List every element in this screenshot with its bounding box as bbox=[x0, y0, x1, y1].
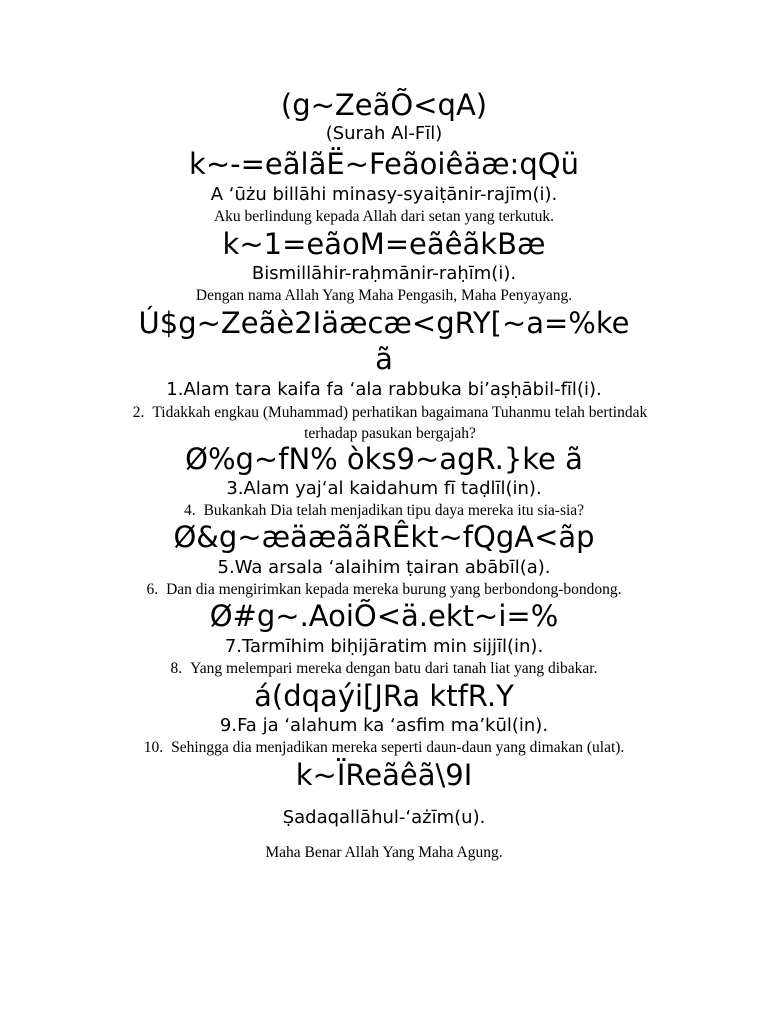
surah-name: (Surah Al-Fīl) bbox=[325, 123, 443, 144]
verse-number: 5. bbox=[217, 557, 235, 578]
verse-latin-text: Fa ja ‘alahum ka ‘asfim ma’kūl(in). bbox=[237, 715, 549, 736]
taawudz-translation: Aku berlindung kepada Allah dari setan yang terkutuk. bbox=[213, 208, 555, 225]
verse-translation-text: Tidakkah engkau (Muhammad) perhatikan bagaimana Tuhanmu telah bertindak terhadap pasukan bergajah? bbox=[152, 404, 648, 442]
surah-title-arabic: (g~ZeãÕ<qA) bbox=[280, 88, 488, 122]
basmalah-latin: Bismillāhir-raḥmānir-raḥīm(i). bbox=[251, 263, 517, 284]
taawudz-latin: A ‘ūżu billāhi minasy-syaiṭānir-rajīm(i). bbox=[210, 184, 558, 205]
verse-1-arabic-continued: ã bbox=[375, 342, 393, 376]
verse-number: 4. bbox=[183, 502, 196, 519]
verse-6-translation bbox=[0, 582, 768, 598]
verse-3-arabic: Ø%g~fN% òks9~agR.}ke ã bbox=[185, 442, 583, 476]
verse-10-translation bbox=[0, 740, 768, 756]
verse-translation-text: Sehingga dia menjadikan mereka seperti daun-daun yang dimakan (ulat). bbox=[171, 739, 625, 756]
verse-number: 7. bbox=[224, 636, 242, 657]
verse-1-arabic: Ú$g~Zeãè2Iäæcæ<gRY[~a=%ke bbox=[138, 306, 630, 340]
basmalah-arabic: k~1=eãoM=eãêãkBæ bbox=[222, 227, 546, 261]
verse-latin-text: Alam tara kaifa fa ‘ala rabbuka bi’aṣḥābil-fīl(i). bbox=[183, 379, 602, 400]
verse-translation-text: Yang melempari mereka dengan batu dari tanah liat yang dibakar. bbox=[190, 660, 598, 677]
verse-5-latin bbox=[0, 559, 768, 577]
verse-1-latin bbox=[0, 381, 768, 399]
taawudz-arabic: k~-=eãlãË~Feãoiêäæ:qQü bbox=[189, 147, 579, 181]
verse-latin-text: Tarmīhim biḥijāratim min sijjīl(in). bbox=[242, 636, 544, 657]
verse-number: 6. bbox=[146, 581, 159, 598]
verse-3-latin bbox=[0, 480, 768, 498]
verse-number: 8. bbox=[170, 660, 183, 677]
verse-9-arabic: á(dqaýi[JRa ktfR.Y bbox=[254, 679, 514, 713]
verse-4-translation bbox=[0, 503, 768, 519]
closing-latin: Ṣadaqallāhul-‘ażīm(u). bbox=[282, 807, 486, 828]
verse-8-translation bbox=[0, 661, 768, 677]
verse-5-arabic: Ø&g~æäæããRÊkt~fQgA<ãp bbox=[173, 520, 595, 554]
verse-number: 10. bbox=[143, 739, 164, 756]
verse-number: 9. bbox=[219, 715, 238, 736]
verse-latin-text: Alam yaj‘al kaidahum fī taḍlīl(in). bbox=[243, 478, 542, 499]
verse-9-latin bbox=[0, 717, 768, 735]
verse-translation-text: Bukankah Dia telah menjadikan tipu daya mereka itu sia-sia? bbox=[203, 502, 585, 519]
verse-number: 2. bbox=[132, 404, 145, 421]
closing-arabic: k~ÏReãêã\9I bbox=[295, 758, 473, 792]
verse-number: 3. bbox=[226, 478, 244, 499]
basmalah-translation: Dengan nama Allah Yang Maha Pengasih, Maha Penyayang. bbox=[195, 287, 573, 304]
verse-2-translation bbox=[120, 402, 660, 444]
closing-translation: Maha Benar Allah Yang Maha Agung. bbox=[265, 844, 503, 861]
verse-number: 1. bbox=[166, 379, 184, 400]
verse-7-arabic: Ø#g~.AoiÕ<ä.ekt~i=% bbox=[209, 599, 559, 633]
verse-translation-text: Dan dia mengirimkan kepada mereka burung yang berbondong-bondong. bbox=[166, 581, 622, 598]
verse-latin-text: Wa arsala ‘alaihim ṭairan abābīl(a). bbox=[234, 557, 551, 578]
verse-7-latin bbox=[0, 638, 768, 656]
